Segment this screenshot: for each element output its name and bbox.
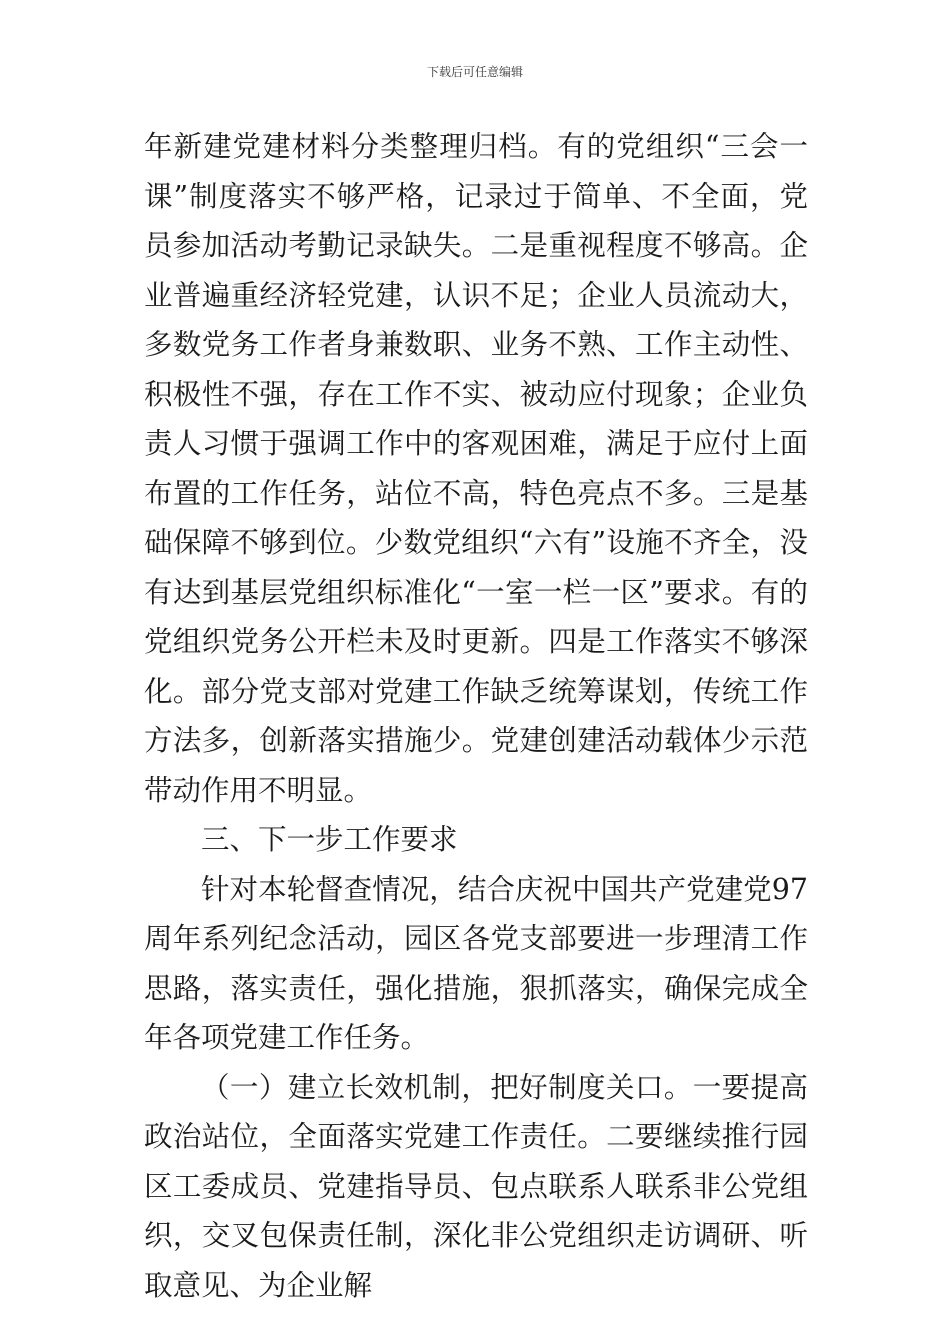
body-paragraph: （一）建立长效机制，把好制度关口。一要提高政治站位，全面落实党建工作责任。二要继续推行园区工委成员、党建指导员、包点联系人联系非公党组织，交叉包保责任制，深化非公党组织走访调研、听取意见、为企业解 xyxy=(144,1070,808,1302)
page-header: 下载后可任意编辑 xyxy=(426,65,523,79)
document-body xyxy=(144,122,808,1310)
body-paragraph: 针对本轮督查情况，结合庆祝中国共产党建党97周年系列纪念活动，园区各党支部要进一步理清工作思路，落实责任，强化措施，狠抓落实，确保完成全年各项党建工作任务。 xyxy=(144,872,808,1054)
body-paragraph: 年新建党建材料分类整理归档。有的党组织“三会一课”制度落实不够严格，记录过于简单、不全面，党员参加活动考勤记录缺失。二是重视程度不够高。企业普遍重经济轻党建，认识不足；企业人员流动大，多数党务工作者身兼数职、业务不熟、工作主动性、积极性不强，存在工作不实、被动应付现象；企业负责人习惯于强调工作中的客观困难，满足于应付上面布置的工作任务，站位不高，特色亮点不多。三是基础保障不够到位。少数党组织“六有”设施不齐全，没有达到基层党组织标准化“一室一栏一区”要求。有的党组织党务公开栏未及时更新。四是工作落实不够深化。部分党支部对党建工作缺乏统筹谋划，传统工作方法多，创新落实措施少。党建创建活动载体少示范带动作用不明显。 xyxy=(144,130,808,807)
section-heading: 三、下一步工作要求 xyxy=(201,823,458,856)
